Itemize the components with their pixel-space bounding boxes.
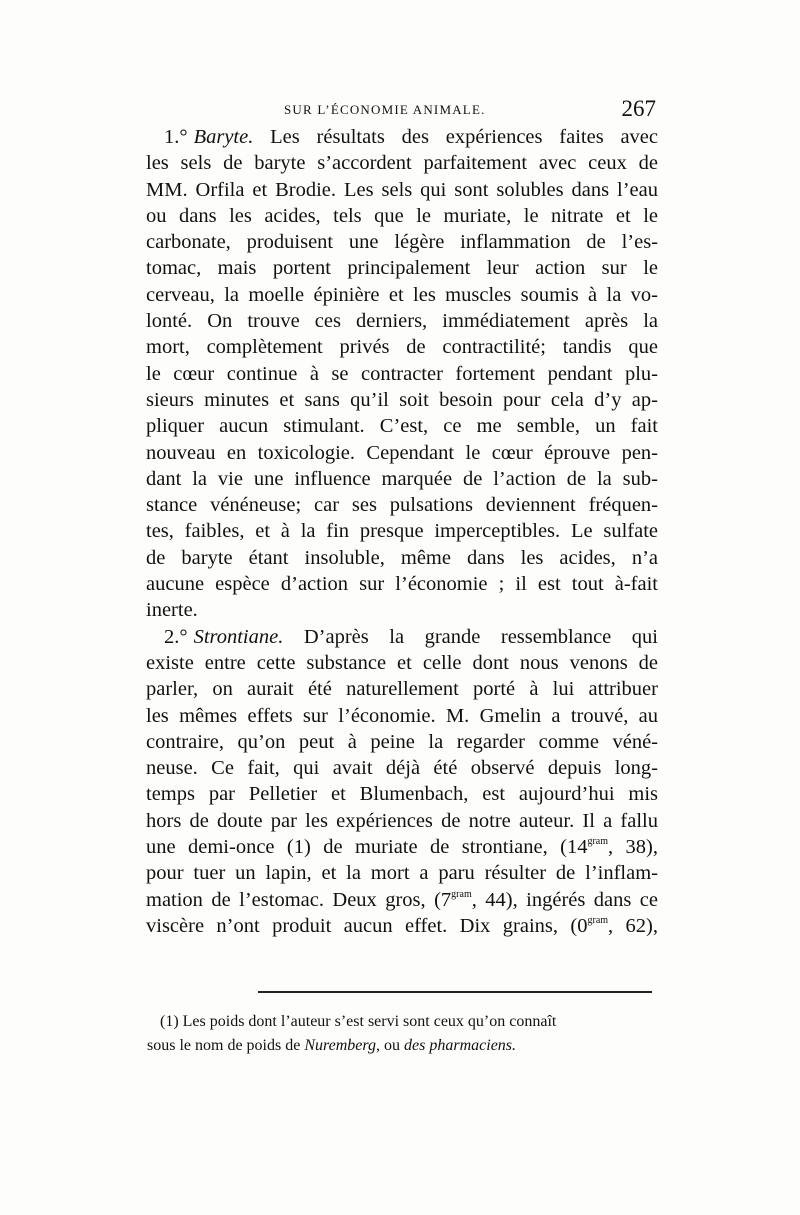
text-line: hors de doute par les expériences de notre auteur. Il a fallu [146, 809, 658, 832]
text-line: tes, faibles, et à la fin presque imperceptibles. Le sulfate [146, 520, 658, 543]
text-line: pour tuer un lapin, et la mort a paru résulter de l’inflam- [146, 862, 658, 885]
section-number: 1.° [164, 126, 188, 148]
text-line: cerveau, la moelle épinière et les muscles soumis à la vo- [146, 283, 658, 306]
text-line: MM. Orfila et Brodie. Les sels qui sont solubles dans l’eau [146, 178, 658, 201]
section-number: 2.° [164, 625, 188, 648]
text-line: 1.° Baryte. Les résultats des expériences faites avec [164, 126, 659, 148]
text-line: une demi-once (1) de muriate de strontiane, ($14^{gram}$, 38), [146, 836, 658, 859]
unit-superscript: gram [587, 836, 609, 848]
text-line: les mêmes effets sur l’économie. M. Gmelin a trouvé, au [146, 704, 658, 727]
text-line: tomac, mais portent principalement leur action sur le [146, 257, 658, 280]
text-line: existe entre cette substance et celle dont nous venons de [146, 651, 658, 674]
unit-superscript: gram [451, 888, 472, 900]
text-line: neuse. Ce fait, qui avait déjà été observé depuis long- [146, 757, 658, 780]
text-line: sieurs minutes et sans qu’il soit besoin pour cela d’y ap- [146, 388, 658, 411]
text-line: mation de l’estomac. Deux gros, ($7^{gram}$, 44), ingérés dans ce [146, 888, 658, 911]
section-heading: Strontiane. [193, 625, 284, 648]
text-line: 2.° Strontiane. D’après la grande ressemblance qui [164, 625, 658, 648]
text-line: de baryte étant insoluble, même dans les acides, n’a [146, 546, 658, 569]
footnote [147, 1010, 654, 1058]
text-line: les sels de baryte s’accordent parfaitement avec ceux de [146, 152, 658, 175]
running-title: SUR L’ÉCONOMIE ANIMALE. [284, 102, 486, 117]
running-head [140, 96, 660, 122]
page-number: 267 [621, 96, 656, 121]
section-heading: Baryte. [193, 126, 254, 148]
text-line: le cœur continue à se contracter fortement pendant plu- [146, 362, 658, 385]
text-line: dant la vie une influence marquée de l’action de la sub- [146, 467, 658, 490]
text-line: stance vénéneuse; car ses pulsations deviennent fréquen- [146, 494, 658, 517]
text-line: inerte. [146, 599, 198, 622]
footnote-line: (1) Les poids dont l’auteur s’est servi sont ceux qu’on connaît [160, 1013, 557, 1030]
text-line: carbonate, produisent une légère inflammation de l’es- [146, 231, 658, 254]
text-line: viscère n’ont produit aucun effet. Dix grains, ($0^{gram}$, 62), [146, 914, 659, 937]
footnote-divider [258, 991, 652, 993]
body-text [146, 124, 658, 939]
text-line: aucune espèce d’action sur l’économie ; il est tout à-fait [146, 573, 658, 596]
text-line: contraire, qu’on peut à peine la regarder comme véné- [146, 730, 658, 753]
footnote-line: sous le nom de poids de Nuremberg, ou des pharmaciens. [147, 1037, 517, 1054]
text-line: mort, complètement privés de contractilité; tandis que [146, 336, 658, 359]
text-line: nouveau en toxicologie. Cependant le cœur éprouve pen- [146, 441, 658, 464]
unit-superscript: gram [587, 914, 609, 926]
text-line: lonté. On trouve ces derniers, immédiatement après la [146, 310, 658, 333]
text-line: ou dans les acides, tels que le muriate, le nitrate et le [146, 204, 658, 227]
text-line: temps par Pelletier et Blumenbach, est aujourd’hui mis [146, 783, 658, 806]
text-line: parler, on aurait été naturellement porté à lui attribuer [146, 678, 658, 701]
text-line: pliquer aucun stimulant. C’est, ce me semble, un fait [146, 415, 658, 438]
